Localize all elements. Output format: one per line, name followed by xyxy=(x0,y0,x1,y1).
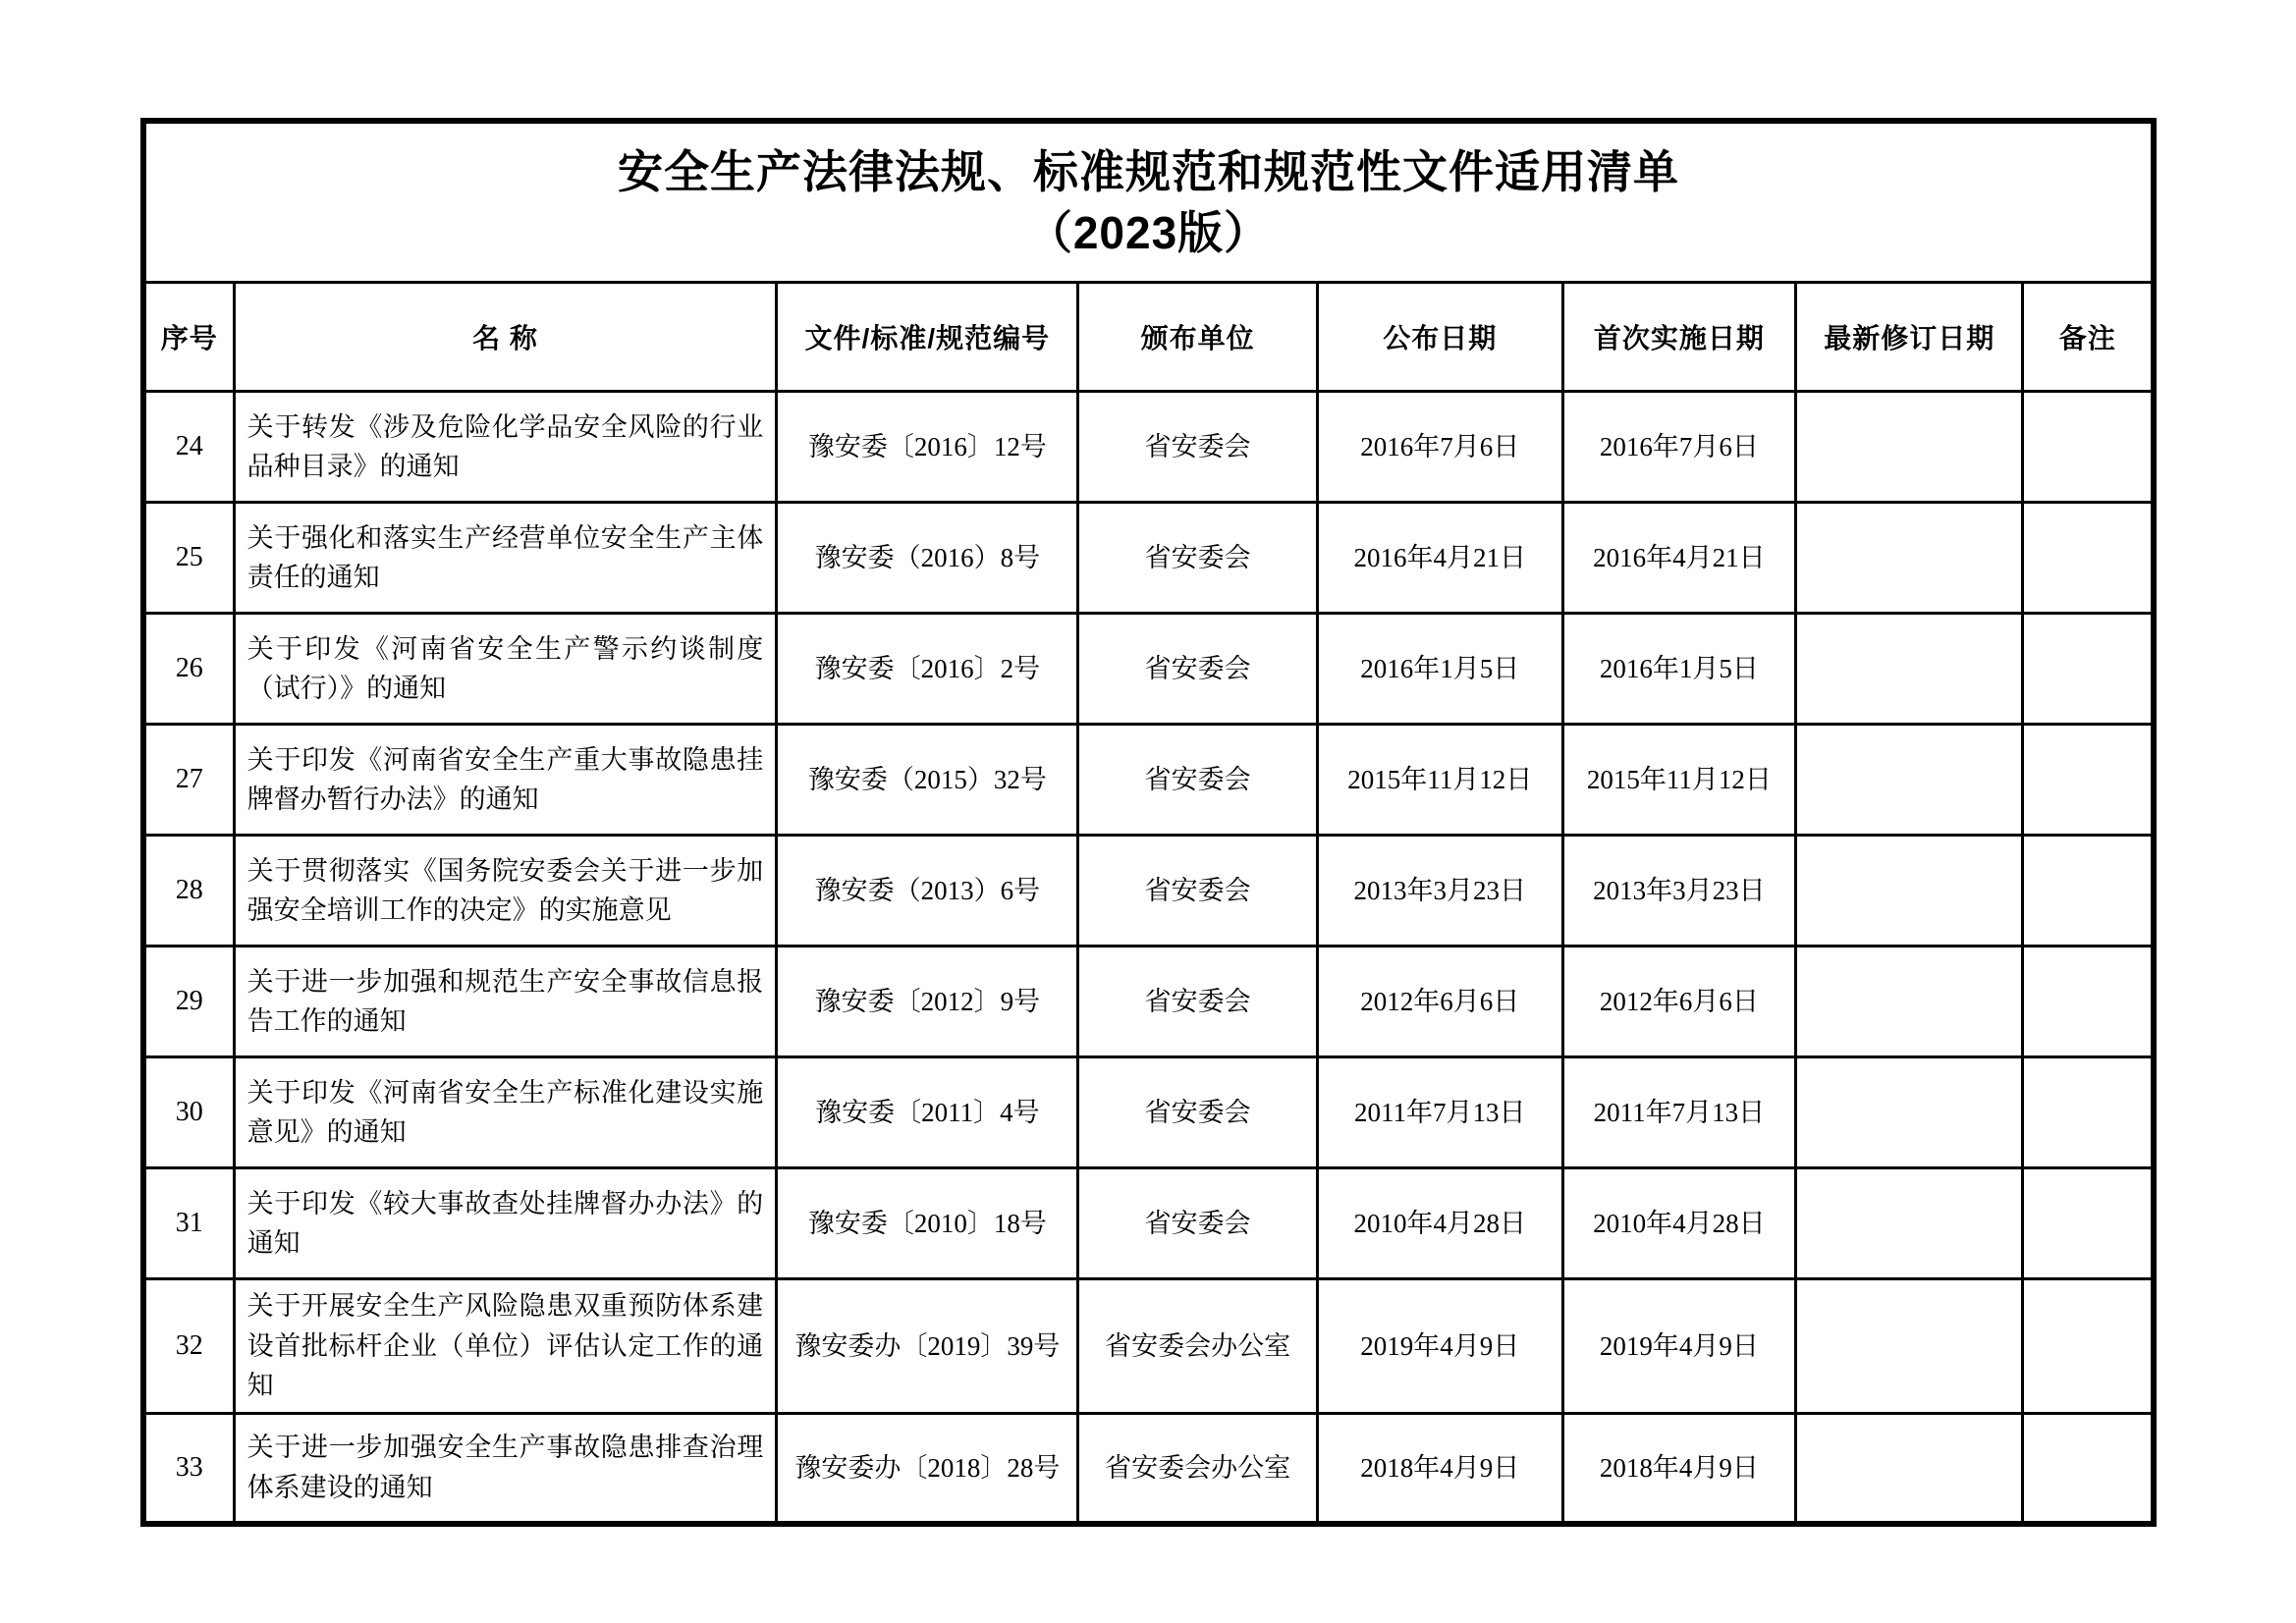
cell-first-impl-date: 2011年7月13日 xyxy=(1562,1057,1795,1168)
cell-first-impl-date: 2016年4月21日 xyxy=(1562,503,1795,614)
cell-first-impl-date: 2018年4月9日 xyxy=(1562,1413,1795,1524)
cell-seq: 28 xyxy=(143,836,234,947)
cell-remark xyxy=(2023,1057,2154,1168)
cell-unit: 省安委会 xyxy=(1078,1168,1318,1279)
cell-doc-no: 豫安委〔2011〕4号 xyxy=(777,1057,1078,1168)
cell-publish-date: 2010年4月28日 xyxy=(1317,1168,1562,1279)
cell-unit: 省安委会 xyxy=(1078,836,1318,947)
cell-remark xyxy=(2023,614,2154,725)
table-row xyxy=(143,725,2154,836)
column-header-latest-revision-date: 最新修订日期 xyxy=(1796,283,2023,392)
table-row xyxy=(143,1057,2154,1168)
cell-remark xyxy=(2023,392,2154,503)
cell-first-impl-date: 2010年4月28日 xyxy=(1562,1168,1795,1279)
page-subtitle: （2023版） xyxy=(1026,207,1271,258)
cell-first-impl-date: 2012年6月6日 xyxy=(1562,947,1795,1057)
cell-seq: 29 xyxy=(143,947,234,1057)
cell-seq: 27 xyxy=(143,725,234,836)
cell-name: 关于转发《涉及危险化学品安全风险的行业品种目录》的通知 xyxy=(234,392,777,503)
cell-publish-date: 2016年4月21日 xyxy=(1317,503,1562,614)
cell-publish-date: 2016年7月6日 xyxy=(1317,392,1562,503)
cell-doc-no: 豫安委（2013）6号 xyxy=(777,836,1078,947)
cell-publish-date: 2012年6月6日 xyxy=(1317,947,1562,1057)
cell-unit: 省安委会 xyxy=(1078,392,1318,503)
cell-doc-no: 豫安委〔2016〕12号 xyxy=(777,392,1078,503)
title-row xyxy=(143,121,2154,283)
cell-seq: 24 xyxy=(143,392,234,503)
cell-seq: 31 xyxy=(143,1168,234,1279)
cell-doc-no: 豫安委〔2012〕9号 xyxy=(777,947,1078,1057)
cell-publish-date: 2011年7月13日 xyxy=(1317,1057,1562,1168)
cell-unit: 省安委会 xyxy=(1078,1057,1318,1168)
cell-first-impl-date: 2016年1月5日 xyxy=(1562,614,1795,725)
table-row xyxy=(143,1168,2154,1279)
regulations-table xyxy=(140,118,2157,1527)
table-row xyxy=(143,392,2154,503)
cell-remark xyxy=(2023,1168,2154,1279)
cell-latest-revision-date xyxy=(1796,725,2023,836)
cell-doc-no: 豫安委办〔2018〕28号 xyxy=(777,1413,1078,1524)
table-row xyxy=(143,1279,2154,1414)
cell-doc-no: 豫安委（2016）8号 xyxy=(777,503,1078,614)
column-header-seq: 序号 xyxy=(143,283,234,392)
column-header-unit: 颁布单位 xyxy=(1078,283,1318,392)
table-row xyxy=(143,503,2154,614)
cell-latest-revision-date xyxy=(1796,614,2023,725)
cell-publish-date: 2018年4月9日 xyxy=(1317,1413,1562,1524)
cell-publish-date: 2016年1月5日 xyxy=(1317,614,1562,725)
cell-unit: 省安委会 xyxy=(1078,947,1318,1057)
cell-latest-revision-date xyxy=(1796,1168,2023,1279)
cell-seq: 33 xyxy=(143,1413,234,1524)
cell-name: 关于进一步加强安全生产事故隐患排查治理体系建设的通知 xyxy=(234,1413,777,1524)
cell-unit: 省安委会办公室 xyxy=(1078,1413,1318,1524)
column-header-first-impl-date: 首次实施日期 xyxy=(1562,283,1795,392)
table-row xyxy=(143,614,2154,725)
cell-publish-date: 2019年4月9日 xyxy=(1317,1279,1562,1414)
cell-latest-revision-date xyxy=(1796,947,2023,1057)
column-header-remark: 备注 xyxy=(2023,283,2154,392)
cell-name: 关于印发《河南省安全生产重大事故隐患挂牌督办暂行办法》的通知 xyxy=(234,725,777,836)
cell-name: 关于印发《较大事故查处挂牌督办办法》的通知 xyxy=(234,1168,777,1279)
table-row xyxy=(143,836,2154,947)
cell-first-impl-date: 2015年11月12日 xyxy=(1562,725,1795,836)
cell-first-impl-date: 2013年3月23日 xyxy=(1562,836,1795,947)
cell-remark xyxy=(2023,1413,2154,1524)
column-header-name: 名 称 xyxy=(234,283,777,392)
cell-seq: 30 xyxy=(143,1057,234,1168)
table-header-row xyxy=(143,283,2154,392)
cell-first-impl-date: 2016年7月6日 xyxy=(1562,392,1795,503)
cell-name: 关于印发《河南省安全生产标准化建设实施意见》的通知 xyxy=(234,1057,777,1168)
cell-doc-no: 豫安委〔2010〕18号 xyxy=(777,1168,1078,1279)
cell-latest-revision-date xyxy=(1796,392,2023,503)
cell-doc-no: 豫安委办〔2019〕39号 xyxy=(777,1279,1078,1414)
cell-name: 关于印发《河南省安全生产警示约谈制度（试行）》的通知 xyxy=(234,614,777,725)
title-cell xyxy=(143,121,2154,283)
cell-latest-revision-date xyxy=(1796,1279,2023,1414)
cell-latest-revision-date xyxy=(1796,503,2023,614)
cell-seq: 26 xyxy=(143,614,234,725)
cell-latest-revision-date xyxy=(1796,836,2023,947)
table-row xyxy=(143,947,2154,1057)
page-title: 安全生产法律法规、标准规范和规范性文件适用清单 xyxy=(618,145,1679,197)
cell-publish-date: 2013年3月23日 xyxy=(1317,836,1562,947)
cell-publish-date: 2015年11月12日 xyxy=(1317,725,1562,836)
column-header-publish-date: 公布日期 xyxy=(1317,283,1562,392)
cell-seq: 32 xyxy=(143,1279,234,1414)
cell-name: 关于进一步加强和规范生产安全事故信息报告工作的通知 xyxy=(234,947,777,1057)
column-header-doc-no: 文件/标准/规范编号 xyxy=(777,283,1078,392)
cell-name: 关于开展安全生产风险隐患双重预防体系建设首批标杆企业（单位）评估认定工作的通知 xyxy=(234,1279,777,1414)
cell-latest-revision-date xyxy=(1796,1057,2023,1168)
cell-unit: 省安委会 xyxy=(1078,503,1318,614)
cell-unit: 省安委会办公室 xyxy=(1078,1279,1318,1414)
cell-seq: 25 xyxy=(143,503,234,614)
cell-name: 关于贯彻落实《国务院安委会关于进一步加强安全培训工作的决定》的实施意见 xyxy=(234,836,777,947)
table-row xyxy=(143,1413,2154,1524)
cell-remark xyxy=(2023,947,2154,1057)
cell-remark xyxy=(2023,503,2154,614)
table-body xyxy=(143,392,2154,1525)
cell-latest-revision-date xyxy=(1796,1413,2023,1524)
cell-first-impl-date: 2019年4月9日 xyxy=(1562,1279,1795,1414)
cell-unit: 省安委会 xyxy=(1078,725,1318,836)
cell-name: 关于强化和落实生产经营单位安全生产主体责任的通知 xyxy=(234,503,777,614)
cell-doc-no: 豫安委〔2016〕2号 xyxy=(777,614,1078,725)
cell-unit: 省安委会 xyxy=(1078,614,1318,725)
cell-doc-no: 豫安委（2015）32号 xyxy=(777,725,1078,836)
cell-remark xyxy=(2023,725,2154,836)
cell-remark xyxy=(2023,1279,2154,1414)
cell-remark xyxy=(2023,836,2154,947)
